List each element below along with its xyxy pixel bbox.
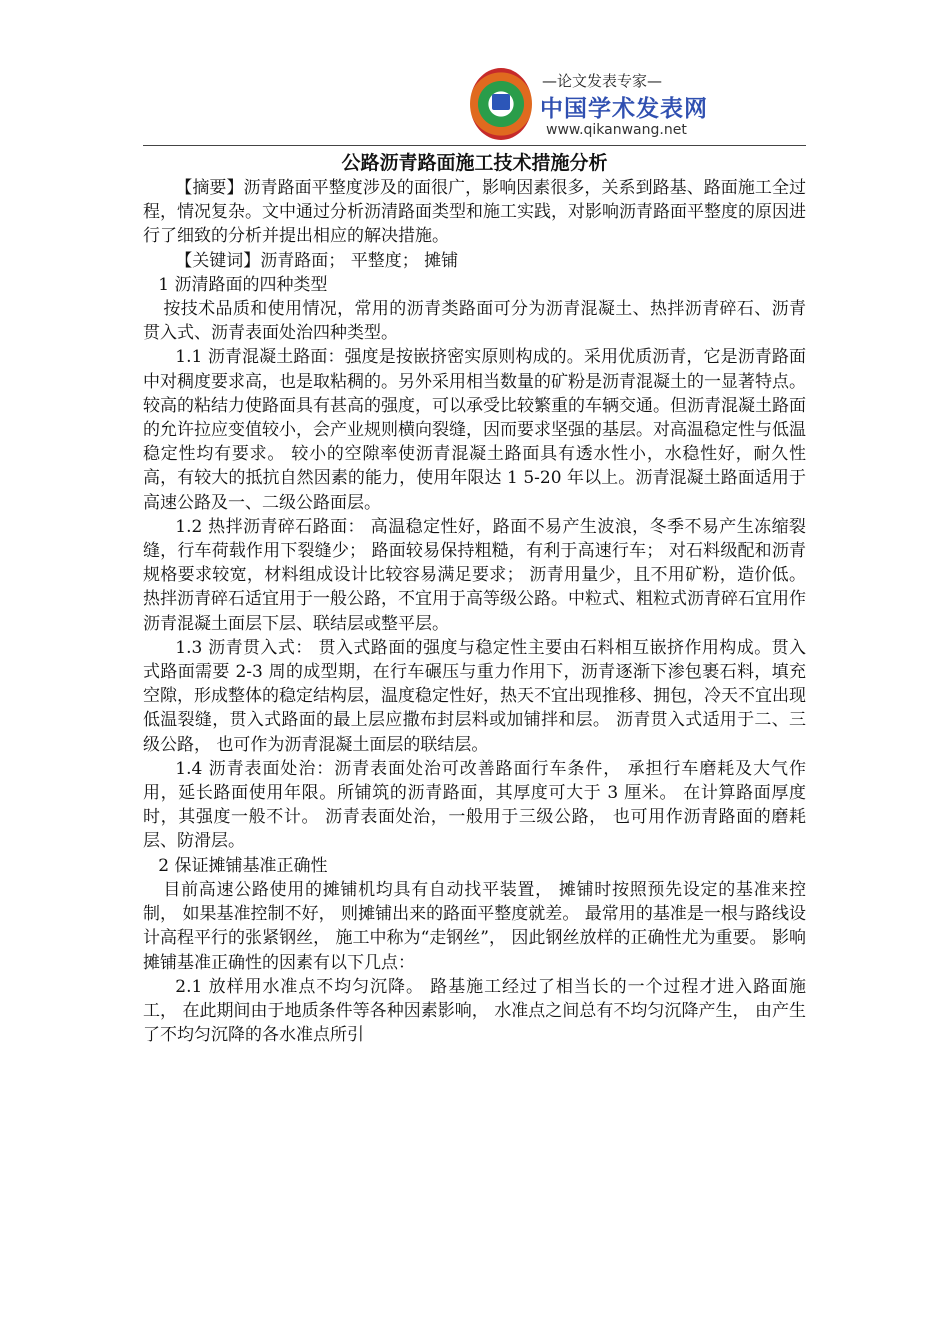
paragraph: 【摘要】沥青路面平整度涉及的面很广，影响因素很多，关系到路基、路面施工全过程，情况复杂。文中通过分析沥清路面类型和施工实践，对影响沥青路面平整度的原因进行了细致的分析并提出相应的解决措施。 [143,178,806,247]
logo-name: 中国学术发表网 [540,96,708,122]
paragraph: 目前高速公路使用的摊铺机均具有自动找平装置， 摊铺时按照预先设定的基准来控制， 如果基准控制不好， 则摊铺出来的路面平整度就差。 最常用的基准是一根与路线设计高程平行的张紧钢丝， 施工中称为“走钢丝”， 因此钢丝放样的正确性尤为重要。 影响摊铺基准正确性的因素有以下几点： [143,879,806,973]
paragraph: 1.3 沥青贯入式： 贯入式路面的强度与稳定性主要由石料相互嵌挤作用构成。贯入式路面需要 2-3 周的成型期，在行车碾压与重力作用下，沥青逐渐下渗包裹石料，填充空隙，形成整体的稳定结构层，温度稳定性好，热天不宜出现推移、拥包，冷天不宜出现低温裂缝，贯入式路面的最上层应撒布封层料或加铺拌和层。 沥青贯入式适用于二、三级公路， 也可作为沥青混凝土面层的联结层。 [143,637,806,755]
section-heading: 2 保证摊铺基准正确性 [158,855,328,876]
publisher-logo [468,66,708,144]
logo-url: www.qikanwang.net [546,122,687,138]
paragraph: 1.1 沥青混凝土路面：强度是按嵌挤密实原则构成的。采用优质沥青，它是沥青路面中对稠度要求高，也是取粘稠的。另外采用相当数量的矿粉是沥青混凝土的一显著特点。 较高的粘结力使路面具有甚高的强度，可以承受比较繁重的车辆交通。但沥青混凝土路面的允许拉应变值较小，会产业规则横向裂缝，因而要求坚强的基层。对高温稳定性与低温稳定性均有要求。 较小的空隙率使沥青混凝土路面具有透水性小，水稳性好，耐久性高，有较大的抵抗自然因素的能力，使用年限达 1 5-20 年以上。沥青混凝土路面适用于高速公路及一、二级公路面层。 [143,347,806,513]
paragraph: 按技术品质和使用情况，常用的沥青类路面可分为沥青混凝土、热拌沥青碎石、沥青贯入式、沥青表面处治四种类型。 [143,299,806,344]
logo-tagline: —论文发表专家— [542,72,663,90]
paragraph: 2.1 放样用水准点不均匀沉降。 路基施工经过了相当长的一个过程才进入路面施工， 在此期间由于地质条件等各种因素影响， 水准点之间总有不均匀沉降产生， 由产生了不均匀沉降的各水准点所引 [143,976,806,1046]
article-title: 公路沥青路面施工技术措施分析 [341,152,608,174]
section-heading: 1 沥清路面的四种类型 [158,274,328,295]
logo-emblem-icon [470,68,532,140]
header-divider [143,145,806,146]
paragraph: 1.2 热拌沥青碎石路面： 高温稳定性好，路面不易产生波浪，冬季不易产生冻缩裂缝，行车荷载作用下裂缝少； 路面较易保持粗糙，有利于高速行车； 对石料级配和沥青规格要求较宽，材料组成设计比较容易满足要求； 沥青用量少，且不用矿粉，造价低。 热拌沥青碎石适宜用于一般公路，不宜用于高等级公路。中粒式、粗粒式沥青碎石宜用作沥青混凝土面层下层、联结层或整平层。 [143,516,806,634]
book-icon [492,94,510,110]
paragraph: 【关键词】沥青路面； 平整度； 摊铺 [175,250,459,271]
article-body [143,176,806,1047]
paragraph: 1.4 沥青表面处治：沥青表面处治可改善路面行车条件， 承担行车磨耗及大气作用，延长路面使用年限。所铺筑的沥青路面，其厚度可大于 3 厘米。 在计算路面厚度时，其强度一般不计。 沥青表面处治，一般用于三级公路， 也可用作沥青路面的磨耗层、防滑层。 [143,758,806,852]
